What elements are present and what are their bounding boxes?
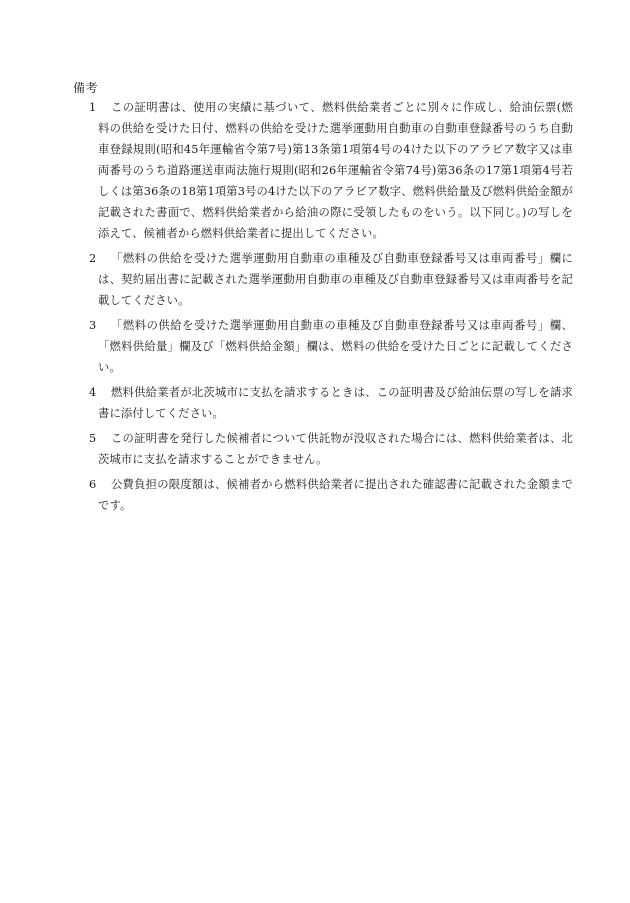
remark-number: 4 xyxy=(89,386,97,399)
remark-item-1 xyxy=(73,97,573,244)
remark-item-4 xyxy=(73,382,573,424)
remarks-heading: 備考 xyxy=(73,81,99,95)
remark-number: 6 xyxy=(89,478,97,491)
remark-text: 公費負担の限度額は、候補者から燃料供給業者に提出された確認書に記載された金額までです。 xyxy=(98,478,573,512)
remark-text: この証明書を発行した候補者について供託物が没収された場合には、燃料供給業者は、北茨城市に支払を請求することができません。 xyxy=(98,432,573,466)
remark-item-6 xyxy=(73,474,573,516)
remark-text: 燃料供給業者が北茨城市に支払を請求するときは、この証明書及び給油伝票の写しを請求書に添付してください。 xyxy=(98,386,573,420)
remark-number: 5 xyxy=(89,432,97,445)
remark-number: 3 xyxy=(89,319,97,332)
remark-text: 「燃料の供給を受けた選挙運動用自動車の車種及び自動車登録番号又は車両番号」欄、「燃料供給量」欄及び「燃料供給金額」欄は、燃料の供給を受けた日ごとに記載してください。 xyxy=(98,319,573,374)
remark-item-5 xyxy=(73,428,573,470)
remark-text: 「燃料の供給を受けた選挙運動用自動車の車種及び自動車登録番号又は車両番号」欄には、契約届出書に記載された選挙運動用自動車の車種及び自動車登録番号又は車両番号を記載してください。 xyxy=(98,252,573,307)
remarks-list xyxy=(73,97,573,520)
remark-item-3 xyxy=(73,315,573,378)
remark-text: この証明書は、使用の実績に基づいて、燃料供給業者ごとに別々に作成し、給油伝票(燃料の供給を受けた日付、燃料の供給を受けた選挙運動用自動車の自動車登録番号のうち自動車登録規則(昭和45年運輸省令第7号)第13条第1項第4号の4けた以下のアラビア数字又は車両番号のうち道路運送車両法施行規則(昭和26年運輸省令第74号)第36条の17第1項第4号若しくは第36条の18第1項第3号の4けた以下のアラビア数字、燃料供給量及び燃料供給金額が記載された書面で、燃料供給業者から給油の際に受領したものをいう。以下同じ。)の写しを添えて、候補者から燃料供給業者に提出してください。 xyxy=(98,101,573,240)
remark-number: 1 xyxy=(89,101,97,114)
remark-item-2 xyxy=(73,248,573,311)
remark-number: 2 xyxy=(89,252,97,265)
